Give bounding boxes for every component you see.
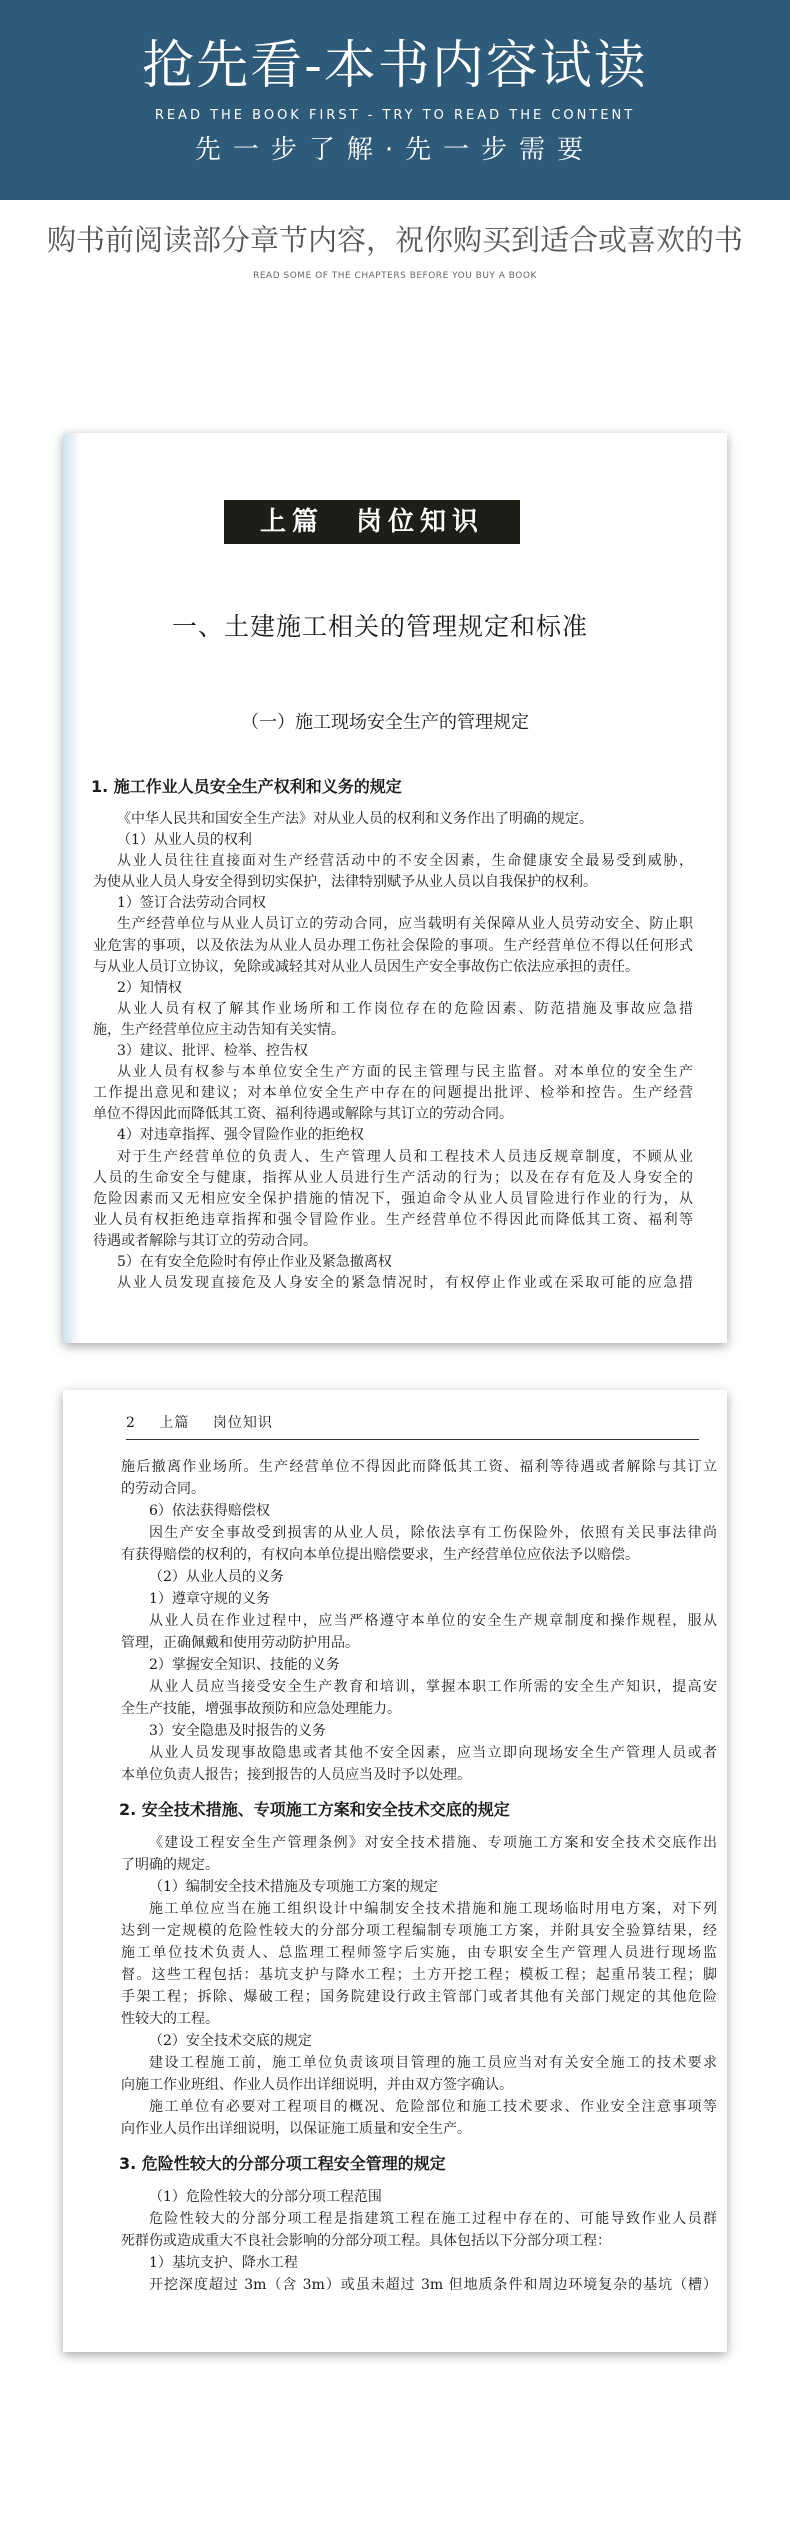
text-line: 业人员有权拒绝违章指挥和强令冒险作业。生产经营单位不得因此而降低其工资、福利等 <box>93 1211 693 1228</box>
paragraph <box>121 2096 717 2140</box>
text-line: 有获得赔偿的权利的，有权向本单位提出赔偿要求，生产经营单位应依法予以赔偿。 <box>121 1547 639 1563</box>
paragraph <box>121 2186 717 2208</box>
text-line: 1）基坑支护、降水工程 <box>149 2255 298 2271</box>
book-page-1 <box>63 433 727 1343</box>
hero-subtitle-en: READ THE BOOK FIRST - TRY TO READ THE CONTENT <box>154 108 636 123</box>
text-line: 危险性较大的分部分项工程是指建筑工程在施工过程中存在的、可能导致作业人员群 <box>149 2211 717 2227</box>
paragraph <box>121 1654 717 1676</box>
text-line: 《建设工程安全生产管理条例》对安全技术措施、专项施工方案和安全技术交底作出 <box>149 1835 717 1851</box>
section-heading: 2. 安全技术措施、专项施工方案和安全技术交底的规定 <box>119 1800 510 1819</box>
text-line: 4）对违章指挥、强令冒险作业的拒绝权 <box>117 1127 364 1144</box>
text-line: 6）依法获得赔偿权 <box>149 1503 270 1519</box>
text-line: （2）从业人员的义务 <box>149 1569 284 1585</box>
text-line: 待遇或者解除与其订立的劳动合同。 <box>93 1232 317 1249</box>
hero-slogan: 先一步了解·先一步需要 <box>194 135 596 165</box>
text-line: 死群伤或造成重大不良社会影响的分部分项工程。具体包括以下分部分项工程： <box>121 2233 611 2249</box>
intro-title: 购书前阅读部分章节内容，祝你购买到适合或喜欢的书 <box>46 223 743 257</box>
text-line: 管理，正确佩戴和使用劳动防护用品。 <box>121 1635 359 1651</box>
text-line: 对于生产经营单位的负责人、生产管理人员和工程技术人员违反规章制度，不顾从业 <box>117 1148 693 1165</box>
page-body <box>121 1456 717 2296</box>
text-line: 施后撤离作业场所。生产经营单位不得因此而降低其工资、福利等待遇或者解除与其订立 <box>121 1459 717 1475</box>
text-line: 督。这些工程包括：基坑支护与降水工程；土方开挖工程；模板工程；起重吊装工程；脚 <box>121 1967 717 1983</box>
text-line: 2）掌握安全知识、技能的义务 <box>149 1657 340 1673</box>
running-header <box>126 1414 291 1432</box>
text-line: 从业人员有权参与本单位安全生产方面的民主管理与民主监督。对本单位的安全生产 <box>117 1064 693 1081</box>
text-line: 5）在有安全危险时有停止作业及紧急撤离权 <box>117 1253 392 1270</box>
text-line: 因生产安全事故受到损害的从业人员，除依法享有工伤保险外，依照有关民事法律尚 <box>149 1525 717 1541</box>
text-line: 向施工作业班组、作业人员作出详细说明，并由双方签字确认。 <box>121 2077 513 2093</box>
page-body <box>93 763 693 1294</box>
text-line: 从业人员发现事故隐患或者其他不安全因素，应当立即向现场安全生产管理人员或者 <box>149 1745 717 1761</box>
text-line: 与从业人员订立协议，免除或减轻其对从业人员因生产安全事故伤亡依法应承担的责任。 <box>93 958 639 975</box>
hero-banner <box>0 0 790 200</box>
paragraph <box>93 1147 693 1252</box>
header-rule <box>126 1439 699 1440</box>
paragraph <box>121 2252 717 2274</box>
text-line: 施，生产经营单位应主动告知有关实情。 <box>93 1021 345 1038</box>
paragraph <box>121 1898 717 2030</box>
paragraph <box>121 1676 717 1720</box>
book-page-2 <box>63 1390 727 2352</box>
paragraph <box>121 2030 717 2052</box>
paragraph <box>121 1720 717 1742</box>
text-line: 从业人员有权了解其作业场所和工作岗位存在的危险因素、防范措施及事故应急措 <box>117 1000 693 1017</box>
paragraph <box>93 1041 693 1062</box>
paragraph <box>121 1500 717 1522</box>
running-header-title: 岗位知识 <box>212 1415 273 1431</box>
text-line: 业危害的事项，以及依法为从业人员办理工伤社会保险的事项。生产经营单位不得以任何形式 <box>93 937 693 954</box>
paragraph <box>93 809 693 830</box>
text-line: （1）危险性较大的分部分项工程范围 <box>149 2189 382 2205</box>
subsection-title: （一）施工现场安全生产的管理规定 <box>241 712 529 733</box>
paragraph <box>121 2052 717 2096</box>
text-line: 性较大的工程。 <box>121 2011 219 2027</box>
page-number: 2 <box>126 1415 136 1431</box>
text-line: 单位不得因此而降低其工资、福利待遇或解除与其订立的劳动合同。 <box>93 1106 513 1123</box>
paragraph <box>121 1610 717 1654</box>
section-heading: 1. 施工作业人员安全生产权利和义务的规定 <box>91 777 402 796</box>
text-line: 1）遵章守规的义务 <box>149 1591 270 1607</box>
paragraph <box>121 1742 717 1786</box>
paragraph <box>93 851 693 893</box>
text-line: 为使从业人员人身安全得到切实保护，法律特别赋予从业人员以自我保护的权利。 <box>93 874 597 891</box>
text-line: （2）安全技术交底的规定 <box>149 2033 312 2049</box>
text-line: 本单位负责人报告；接到报告的人员应当及时予以处理。 <box>121 1767 471 1783</box>
text-line: 1）签订合法劳动合同权 <box>117 895 266 912</box>
text-line: 人员的生命安全与健康，指挥从业人员进行生产活动的行为；以及在存有危及人身安全的 <box>93 1169 693 1186</box>
text-line: 从业人员发现直接危及人身安全的紧急情况时，有权停止作业或在采取可能的应急措 <box>117 1275 693 1292</box>
text-line: 从业人员在作业过程中，应当严格遵守本单位的安全生产规章制度和操作规程，服从 <box>149 1613 717 1629</box>
text-line: 建设工程施工前，施工单位负责该项目管理的施工员应当对有关安全施工的技术要求 <box>149 2055 717 2071</box>
text-line: 全生产技能，增强事故预防和应急处理能力。 <box>121 1701 401 1717</box>
paragraph <box>121 1522 717 1566</box>
text-line: 施工单位技术负责人、总监理工程师签字后实施，由专职安全生产管理人员进行现场监 <box>121 1945 717 1961</box>
text-line: 施工单位应当在施工组织设计中编制安全技术措施和施工现场临时用电方案，对下列 <box>149 1901 717 1917</box>
section-heading: 3. 危险性较大的分部分项工程安全管理的规定 <box>119 2154 446 2173</box>
paragraph <box>93 1273 693 1294</box>
text-line: 从业人员往往直接面对生产经营活动中的不安全因素，生命健康安全最易受到威胁， <box>117 853 693 870</box>
intro-subtitle-en: READ SOME OF THE CHAPTERS BEFORE YOU BUY A BOOK <box>253 271 537 281</box>
text-line: 从业人员应当接受安全生产教育和培训，掌握本职工作所需的安全生产知识，提高安 <box>149 1679 717 1695</box>
paragraph <box>93 1252 693 1273</box>
paragraph <box>121 2208 717 2252</box>
paragraph <box>93 914 693 977</box>
text-line: 生产经营单位与从业人员订立的劳动合同，应当载明有关保障从业人员劳动安全、防止职 <box>117 916 693 933</box>
paragraph <box>121 2274 717 2296</box>
paragraph <box>121 1832 717 1876</box>
text-line: 工作提出意见和建议；对本单位安全生产中存在的问题提出批评、检举和控告。生产经营 <box>93 1085 693 1102</box>
text-line: 了明确的规定。 <box>121 1857 219 1873</box>
paragraph <box>93 999 693 1041</box>
chapter-title: 一、土建施工相关的管理规定和标准 <box>171 612 588 641</box>
text-line: 3）安全隐患及时报告的义务 <box>149 1723 326 1739</box>
text-line: 《中华人民共和国安全生产法》对从业人员的权利和义务作出了明确的规定。 <box>117 811 593 827</box>
text-line: （1）编制安全技术措施及专项施工方案的规定 <box>149 1879 438 1895</box>
running-header-part: 上篇 <box>159 1415 190 1431</box>
text-line: 危险因素而又无相应安全保护措施的情况下，强迫命令从业人员冒险进行作业的行为，从 <box>93 1190 693 1207</box>
paragraph <box>93 1125 693 1146</box>
paragraph <box>121 1876 717 1898</box>
part-banner: 上篇 岗位知识 <box>224 500 520 544</box>
paragraph <box>93 978 693 999</box>
hero-title: 抢先看-本书内容试读 <box>142 36 648 96</box>
text-line: 向作业人员作出详细说明，以保证施工质量和安全生产。 <box>121 2121 471 2137</box>
paragraph <box>93 893 693 914</box>
paragraph <box>93 1062 693 1125</box>
text-line: 手架工程；拆除、爆破工程；国务院建设行政主管部门或者其他有关部门规定的其他危险 <box>121 1989 717 2005</box>
paragraph <box>93 830 693 851</box>
text-line: 2）知情权 <box>117 979 182 996</box>
text-line: 的劳动合同。 <box>121 1481 205 1497</box>
paragraph <box>121 1566 717 1588</box>
paragraph <box>121 1456 717 1500</box>
text-line: 开挖深度超过 3m（含 3m）或虽未超过 3m 但地质条件和周边环境复杂的基坑（槽） <box>149 2277 717 2293</box>
text-line: 施工单位有必要对工程项目的概况、危险部位和施工技术要求、作业安全注意事项等 <box>149 2099 717 2115</box>
text-line: 3）建议、批评、检举、控告权 <box>117 1043 308 1060</box>
text-line: （1）从业人员的权利 <box>117 832 252 849</box>
paragraph <box>121 1588 717 1610</box>
text-line: 达到一定规模的危险性较大的分部分项工程编制专项施工方案，并附具安全验算结果，经 <box>121 1923 717 1939</box>
